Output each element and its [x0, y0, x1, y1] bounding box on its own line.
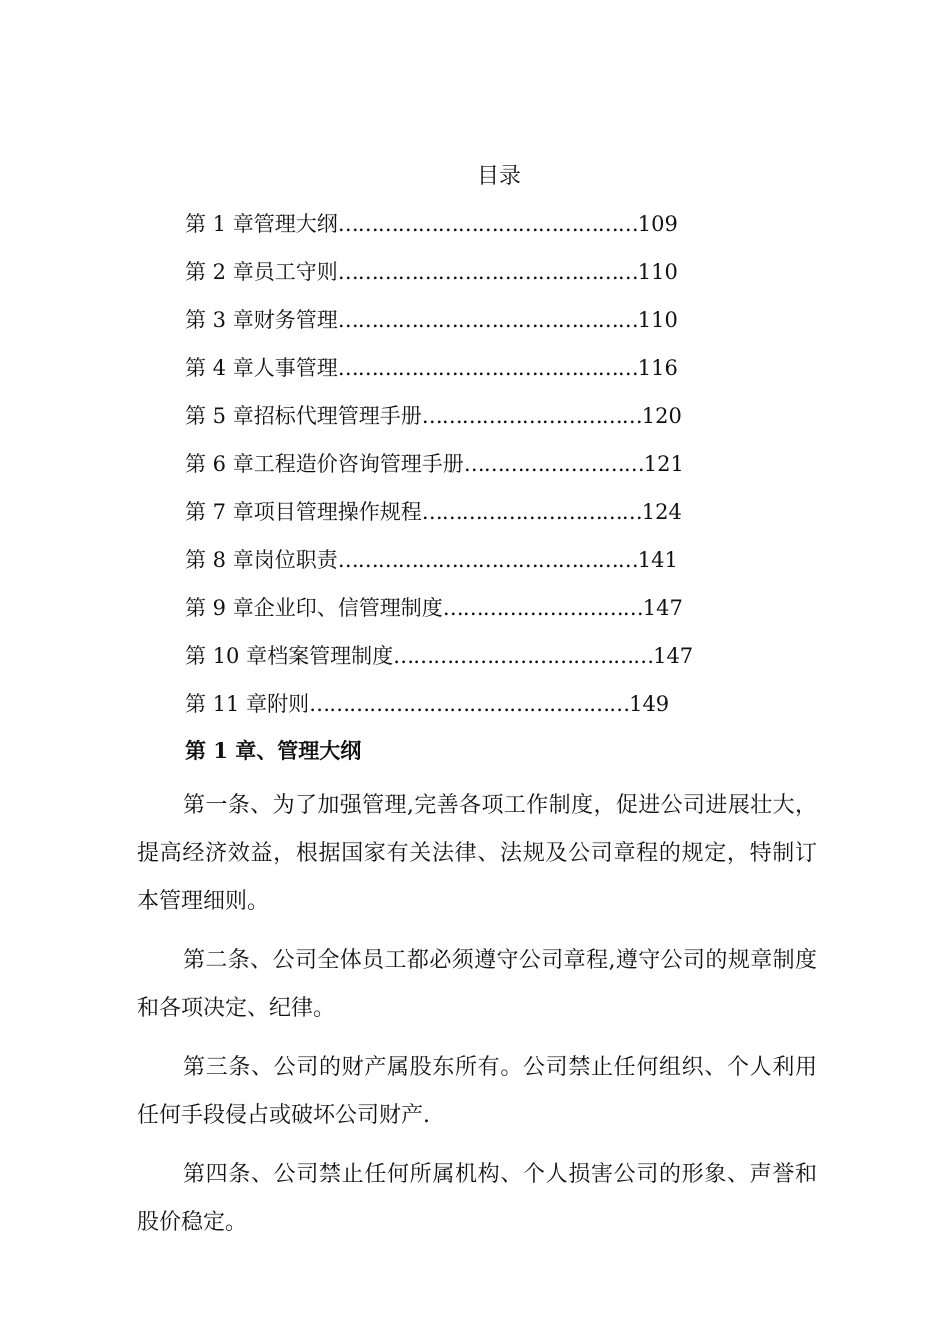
toc-leader-dots: ………………………………………: [337, 260, 638, 284]
toc-entry-label: 第 8 章岗位职责: [185, 548, 338, 572]
toc-leader-dots: ………………………………………: [337, 212, 638, 236]
toc-entry-label: 第 10 章档案管理制度: [185, 644, 394, 668]
toc-entry-page: 141: [637, 548, 678, 572]
toc-leader-dots: ………………………: [463, 452, 644, 476]
toc-leader-dots: ………………………………………: [337, 548, 638, 572]
toc-title: 目录: [476, 164, 521, 189]
article-paragraph: 第三条、公司的财产属股东所有。公司禁止任何组织、个人利用任何手段侵占或破坏公司财产.: [137, 1055, 817, 1128]
toc-entry: [185, 303, 765, 351]
toc-leader-dots: ……………………………: [421, 404, 642, 428]
chapter-heading: 第 1 章、管理大纲: [185, 738, 362, 763]
toc-leader-dots: …………………………………………: [309, 692, 630, 716]
toc-entry: [185, 687, 765, 735]
toc-entry-page: 149: [629, 692, 670, 716]
toc-leader-dots: ………………………………………: [337, 308, 638, 332]
toc-entry-label: 第 1 章管理大纲: [185, 212, 338, 236]
toc-entry: [185, 207, 765, 255]
toc-entry-label: 第 7 章项目管理操作规程: [185, 500, 422, 524]
toc-leader-dots: …………………………………: [393, 644, 654, 668]
toc-entry-label: 第 4 章人事管理: [185, 356, 338, 380]
toc-entry-page: 110: [637, 308, 678, 332]
toc-entry-label: 第 3 章财务管理: [185, 308, 338, 332]
toc-leader-dots: ……………………………: [421, 500, 642, 524]
toc-leader-dots: ………………………………………: [337, 356, 638, 380]
toc-entry: [185, 351, 765, 399]
article-paragraph: 第四条、公司禁止任何所属机构、个人损害公司的形象、声誉和股价稳定。: [137, 1162, 817, 1235]
toc-entry-page: 124: [641, 500, 682, 524]
toc-entry: [185, 639, 765, 687]
toc-entry: [185, 543, 765, 591]
toc-entry-page: 147: [653, 644, 694, 668]
toc-entry-label: 第 11 章附则: [185, 692, 310, 716]
toc-entry-label: 第 5 章招标代理管理手册: [185, 404, 422, 428]
toc-entry: [185, 447, 765, 495]
toc-entry: [185, 591, 765, 639]
toc-entry-page: 147: [642, 596, 683, 620]
toc-leader-dots: …………………………: [442, 596, 643, 620]
toc-entry-label: 第 6 章工程造价咨询管理手册: [185, 452, 464, 476]
toc-entry-page: 109: [637, 212, 678, 236]
toc-entry-label: 第 9 章企业印、信管理制度: [185, 596, 443, 620]
toc-entry: [185, 495, 765, 543]
toc-entry-page: 110: [637, 260, 678, 284]
chapter-body: [137, 782, 817, 1258]
toc-entry-page: 120: [641, 404, 682, 428]
article-paragraph: 第一条、为了加强管理,完善各项工作制度，促进公司进展壮大，提高经济效益，根据国家有关法律、法规及公司章程的规定，特制订本管理细则。: [137, 793, 817, 914]
article-paragraph: 第二条、公司全体员工都必须遵守公司章程,遵守公司的规章制度和各项决定、纪律。: [137, 948, 817, 1021]
toc-entry-page: 116: [637, 356, 678, 380]
toc-entry-page: 121: [643, 452, 684, 476]
table-of-contents: [185, 207, 765, 735]
toc-entry: [185, 399, 765, 447]
toc-entry: [185, 255, 765, 303]
toc-entry-label: 第 2 章员工守则: [185, 260, 338, 284]
